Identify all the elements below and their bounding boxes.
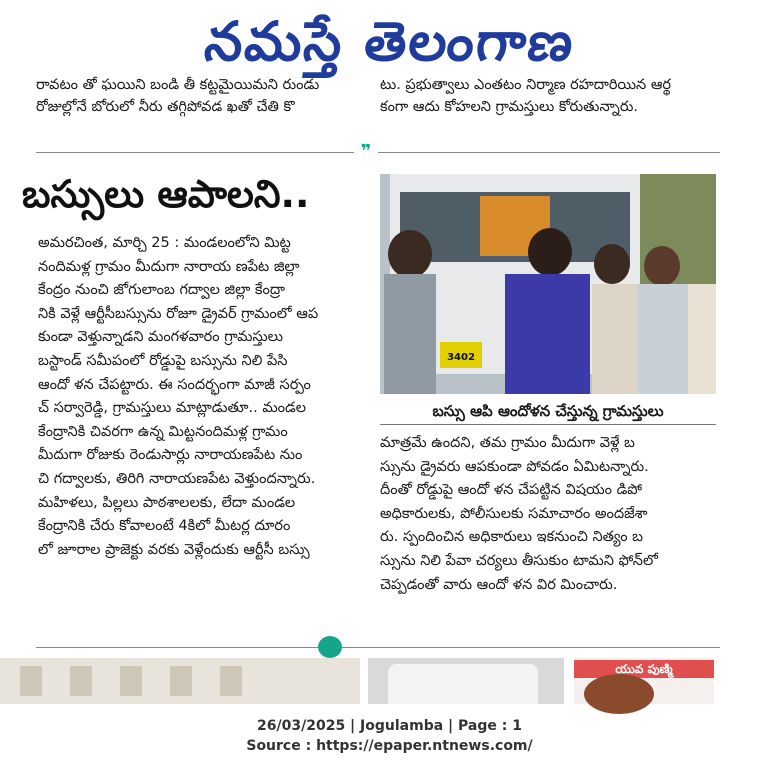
text-line: లో జూరాల ప్రాజెక్టు వరకు వెళ్లేందుకు ఆర్టీసీ బస్సు xyxy=(38,541,310,558)
window-shape xyxy=(220,666,242,696)
text-line: కేంద్రం నుంచి జోగులాంబ గద్వాల జిల్లా కేంద్రా xyxy=(38,282,285,299)
text-line: చ్ సర్వారెడ్డి, గ్రామస్తులు మాట్లాడుతూ.. మండల xyxy=(38,400,307,417)
text-line: కేంద్రానికి చివరగా ఉన్న మిట్టనందిమళ్ల గ్రామం xyxy=(38,423,288,440)
footer-edition-line: 26/03/2025 | Jogulamba | Page : 1 xyxy=(257,718,522,734)
text-line: అమరచింత, మార్చి 25 : మండలంలోని మిట్ట xyxy=(38,235,291,251)
window-shape xyxy=(70,666,92,696)
building-photo xyxy=(0,658,360,704)
article-photo xyxy=(380,174,716,394)
bus-protest-photo xyxy=(380,174,716,394)
drop-mark-icon xyxy=(318,636,342,658)
text-line: అధికారులకు, పోలీసులకు సమాచారం అందజేశా xyxy=(380,505,648,522)
text-line: ఆందో ళన చేపట్టారు. ఈ సందర్భంగా మాజీ సర్పం xyxy=(38,376,311,393)
text-line: కుండా వెళ్తున్నాడని మంగళవారం గ్రామస్తులు xyxy=(38,329,283,346)
text-line: స్సును నిలి పేవా చర్యలు తీసుకుం టామని ఫోన్‌లో xyxy=(380,552,658,569)
window-shape xyxy=(20,666,42,696)
top-right-column xyxy=(380,77,720,118)
divider-rule-right xyxy=(342,647,720,648)
top-left-line-1: రావటం తో ఘయిని బండి తీ కట్టమైయిమని రుండు xyxy=(36,77,320,93)
top-left-line-2: రోజుల్లోనే బోరులో నీరు తగ్గిపోవడ ఖతో చేతి కొ xyxy=(36,99,295,115)
van-shape xyxy=(388,664,538,704)
section-divider xyxy=(36,141,720,162)
text-line: బస్టాండ్ సమీపంలో రోడ్డుపై బస్సును నిలి పేసి xyxy=(38,352,288,369)
section-divider-bottom xyxy=(36,640,720,654)
divider-rule-left xyxy=(36,647,318,648)
photo-banner: యువ పుణ్మి xyxy=(574,660,714,678)
portrait-photo xyxy=(574,658,714,704)
text-line: నందిమళ్ల గ్రామం మీదుగా నారాయ ణపేట జిల్లా xyxy=(38,258,300,275)
bus-number-plate: 3402 xyxy=(447,352,475,363)
text-line: రు. స్పందించిన అధికారులు ఇకనుంచి నిత్యం బ xyxy=(380,529,644,546)
window-shape xyxy=(170,666,192,696)
text-line: చెప్పడంతో వారు ఆందో ళన విర మించారు. xyxy=(380,576,618,593)
cut-line xyxy=(36,77,360,96)
text-line: చి గద్వాలకు, తిరిగి నారాయణపేట వెళ్తుందన్నారు. xyxy=(38,470,316,487)
quote-mark-icon: ❞ xyxy=(360,141,372,162)
top-right-line-1: టు. ప్రభుత్వాలు ఎంతటం నిర్మాణ రహదారియిన ఆర్థ xyxy=(380,77,672,93)
divider-rule-left xyxy=(36,152,354,153)
article-left-column xyxy=(38,232,368,562)
footer-source-line: Source : https://epaper.ntnews.com/ xyxy=(246,738,533,754)
window-shape xyxy=(120,666,142,696)
text-line: మీదుగా రోజుకు రెండుసార్లు నారాయణపేట నుం xyxy=(38,447,303,464)
divider-rule-right xyxy=(378,152,720,153)
page-footer xyxy=(0,716,779,756)
cut-line xyxy=(380,77,720,96)
face-shape xyxy=(584,674,654,714)
text-line: మహిళలు, పిల్లలు పాఠశాలలకు, లేదా మండల xyxy=(38,494,296,511)
text-line: నికి వెళ్లే ఆర్టీసీబస్సును రోజూ డ్రైవర్ గ్రామంలో ఆప xyxy=(38,305,319,322)
next-articles-preview xyxy=(0,658,779,704)
article-right-column xyxy=(380,432,716,597)
text-line: స్సును డ్రైవరు ఆపకుండా పోవడం ఏమిటన్నారు. xyxy=(380,458,649,475)
text-line: కేంద్రానికి చేరు కోవాలంటే 4కిలో మీటర్ల దూరం xyxy=(38,518,291,535)
previous-article-tail xyxy=(0,77,779,142)
photo-caption: బస్సు ఆపి ఆందోళన చేస్తున్న గ్రామస్తులు xyxy=(380,398,716,425)
top-right-line-2: కంగా ఆదు కోహలని గ్రామస్తులు కోరుతున్నారు. xyxy=(380,99,639,115)
top-left-column xyxy=(36,77,360,118)
vehicle-photo xyxy=(368,658,564,704)
text-line: మాత్రమే ఉందని, తమ గ్రామం మీదుగా వెళ్లే బ xyxy=(380,435,635,451)
newspaper-title: నమస్తే తెలంగాణ xyxy=(201,10,578,73)
text-line: దీంతో రోడ్డుపై ఆందో ళన చేపట్టిన విషయం డిపో xyxy=(380,482,643,499)
article-headline: బస్సులు ఆపాలని.. xyxy=(22,172,310,216)
